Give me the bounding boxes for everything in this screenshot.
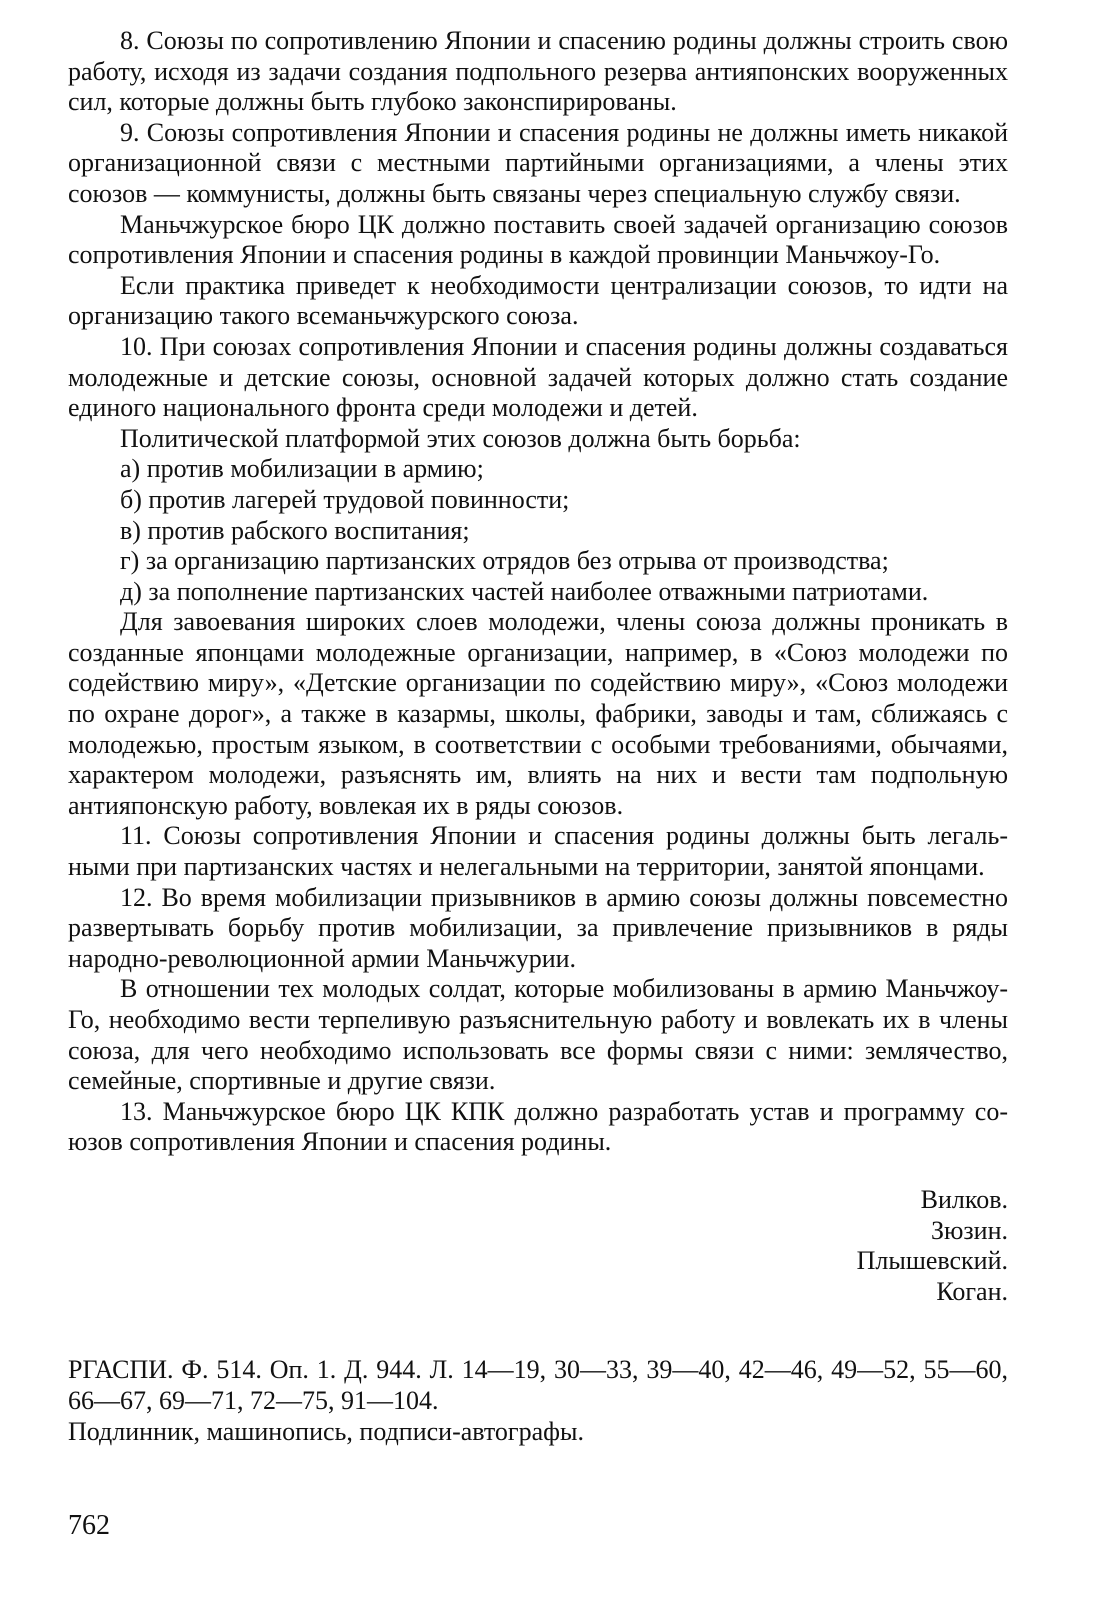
- list-item: а) против мобилизации в армию;: [120, 454, 484, 484]
- paragraph-centralization: Если практика приведет к необходимости централизации союзов, то идти на организацию такого всеманьчжурского союза.: [68, 270, 1008, 331]
- platform-list: [68, 454, 1008, 607]
- paragraph-item-9: 9. Союзы сопротивления Японии и спасения родины не должны иметь никакой организационной связи с местными партийными организациями, а члены этих союзов — коммунисты, должны быть связаны через специальную службу связи.: [68, 117, 1008, 208]
- signature-name: Коган.: [936, 1276, 1008, 1306]
- paragraph-young-soldiers: В отношении тех молодых солдат, которые мобилизованы в армию Маньчжоу-Го, необходимо вести терпеливую разъяснительную работу и вовлекать их в члены союза, для чего необходимо использовать все формы связи с ними: землячество, семейные, спортивные и другие связи.: [68, 974, 1008, 1096]
- paragraph-platform-intro: Политической платформой этих союзов должна быть борьба:: [120, 423, 801, 453]
- archive-reference: РГАСПИ. Ф. 514. Оп. 1. Д. 944. Л. 14—19, 30—33, 39—40, 42—46, 49—52, 55—60, 66—67, 69—71, 72—75, 91—104.: [68, 1355, 1008, 1415]
- signature-name: Зюзин.: [930, 1215, 1008, 1245]
- paragraph-item-8: 8. Союзы по сопротивлению Японии и спасению родины должны строить свою работу, исходя из задачи создания подпольного резерва антияпонских вооруженных сил, которые должны быть глубоко законспирированы.: [68, 26, 1008, 117]
- paragraph-item-10: 10. При союзах сопротивления Японии и спасения родины должны создаваться молодежные и детские союзы, основной задачей которых должно стать создание единого национального фронта среди молодежи и детей.: [68, 331, 1008, 423]
- paragraph-youth-outreach: Для завоевания широких слоев молодежи, члены союза должны проникать в созданные японцами молодежные организации, например, в «Союз молодежи по содействию миру», «Детские организации по содействию миру», «Союз молодежи по охране дорог», а также в казармы, школы, фабрики, заводы и там, сближаясь с молодежью, простым языком, в соответствии с особыми требованиями, обычаями, характером молодежи, разъяснять им, влиять на них и вести там подпольную антияпонскую работу, вовлекая их в ряды союзов.: [68, 607, 1008, 820]
- paragraph-manchurian-bureau: Маньчжурское бюро ЦК должно поставить своей задачей организацию союзов сопротивления Японии и спасения родины в каждой провинции Маньчжоу-Го.: [68, 209, 1008, 270]
- source-citation: [68, 1355, 1008, 1447]
- document-page: [68, 26, 1008, 1447]
- page-number: 762: [68, 1510, 110, 1541]
- list-item: б) против лагерей трудовой повинности;: [120, 484, 570, 514]
- signature-block: [68, 1185, 1008, 1307]
- document-note: Подлинник, машинопись, подписи-автографы.: [68, 1416, 584, 1446]
- list-item: г) за организацию партизанских отрядов без отрыва от производства;: [120, 546, 889, 576]
- list-item: д) за пополнение партизанских частей наиболее отважными патриотами.: [120, 576, 929, 606]
- signature-name: Плышевский.: [856, 1246, 1008, 1276]
- paragraph-item-13: 13. Маньчжурское бюро ЦК КПК должно разработать устав и программу союзов сопротивления Японии и спасения родины.: [68, 1096, 1008, 1157]
- signature-name: Вилков.: [920, 1184, 1008, 1214]
- paragraph-item-11: 11. Союзы сопротивления Японии и спасения родины должны быть легальными при партизанских частях и нелегальными на территории, занятой японцами.: [68, 821, 1008, 882]
- body-text: [68, 26, 1008, 1158]
- paragraph-item-12: 12. Во время мобилизации призывников в армию союзы должны повсеместно развертывать борьбу против мобилизации, за привлечение призывников в ряды народно-революционной армии Маньчжурии.: [68, 882, 1008, 973]
- list-item: в) против рабского воспитания;: [120, 515, 470, 545]
